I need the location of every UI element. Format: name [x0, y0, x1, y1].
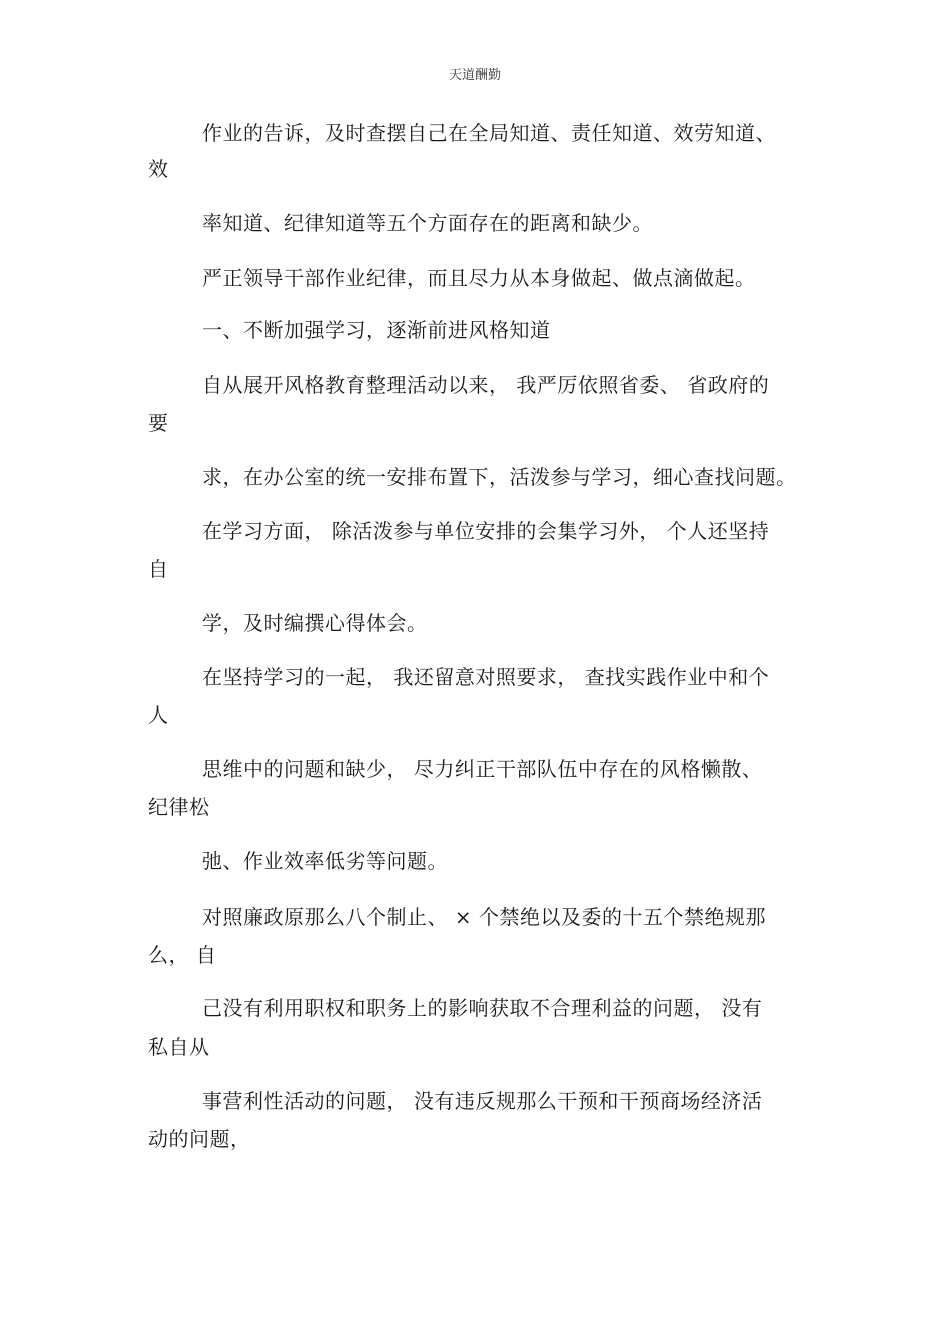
text-line: 在学习方面， 除活泼参与单位安排的会集学习外， 个人还坚持 [202, 519, 770, 543]
text-line: 纪律松 [148, 795, 210, 819]
text-line: 自 [148, 557, 169, 581]
section-heading: 一、不断加强学习，逐渐前进风格知道 [202, 318, 551, 342]
text-line: 自从展开风格教育整理活动以来， 我严厉依照省委、 省政府的 [202, 373, 770, 397]
text-line: 动的问题， [148, 1127, 251, 1151]
text-line: 私自从 [148, 1035, 210, 1059]
text-line: 么， 自 [148, 943, 217, 967]
text-line: 严正领导干部作业纪律，而且尽力从本身做起、做点滴做起。 [202, 266, 756, 290]
text-line: 人 [148, 703, 169, 727]
text-line: 弛、作业效率低劣等问题。 [202, 849, 448, 873]
text-line: 对照廉政原那么八个制止、 × 个禁绝以及委的十五个禁绝规那 [202, 905, 766, 929]
text-line: 在坚持学习的一起， 我还留意对照要求， 查找实践作业中和个 [202, 665, 770, 689]
text-line: 思维中的问题和缺少， 尽力纠正干部队伍中存在的风格懒散、 [202, 757, 763, 781]
text-line: 作业的告诉，及时查摆自己在全局知道、责任知道、效劳知道、 [202, 121, 776, 145]
text-line: 求，在办公室的统一安排布置下，活泼参与学习，细心查找问题。 [202, 465, 797, 489]
text-line: 率知道、纪律知道等五个方面存在的距离和缺少。 [202, 211, 653, 235]
text-line: 己没有利用职权和职务上的影响获取不合理利益的问题， 没有 [202, 996, 763, 1020]
text-line: 要 [148, 411, 169, 435]
page-header: 天道酬勤 [448, 68, 501, 83]
text-line: 学，及时编撰心得体会。 [202, 611, 428, 635]
text-line: 效 [148, 157, 169, 181]
text-line: 事营利性活动的问题， 没有违反规那么干预和干预商场经济活 [202, 1089, 763, 1113]
